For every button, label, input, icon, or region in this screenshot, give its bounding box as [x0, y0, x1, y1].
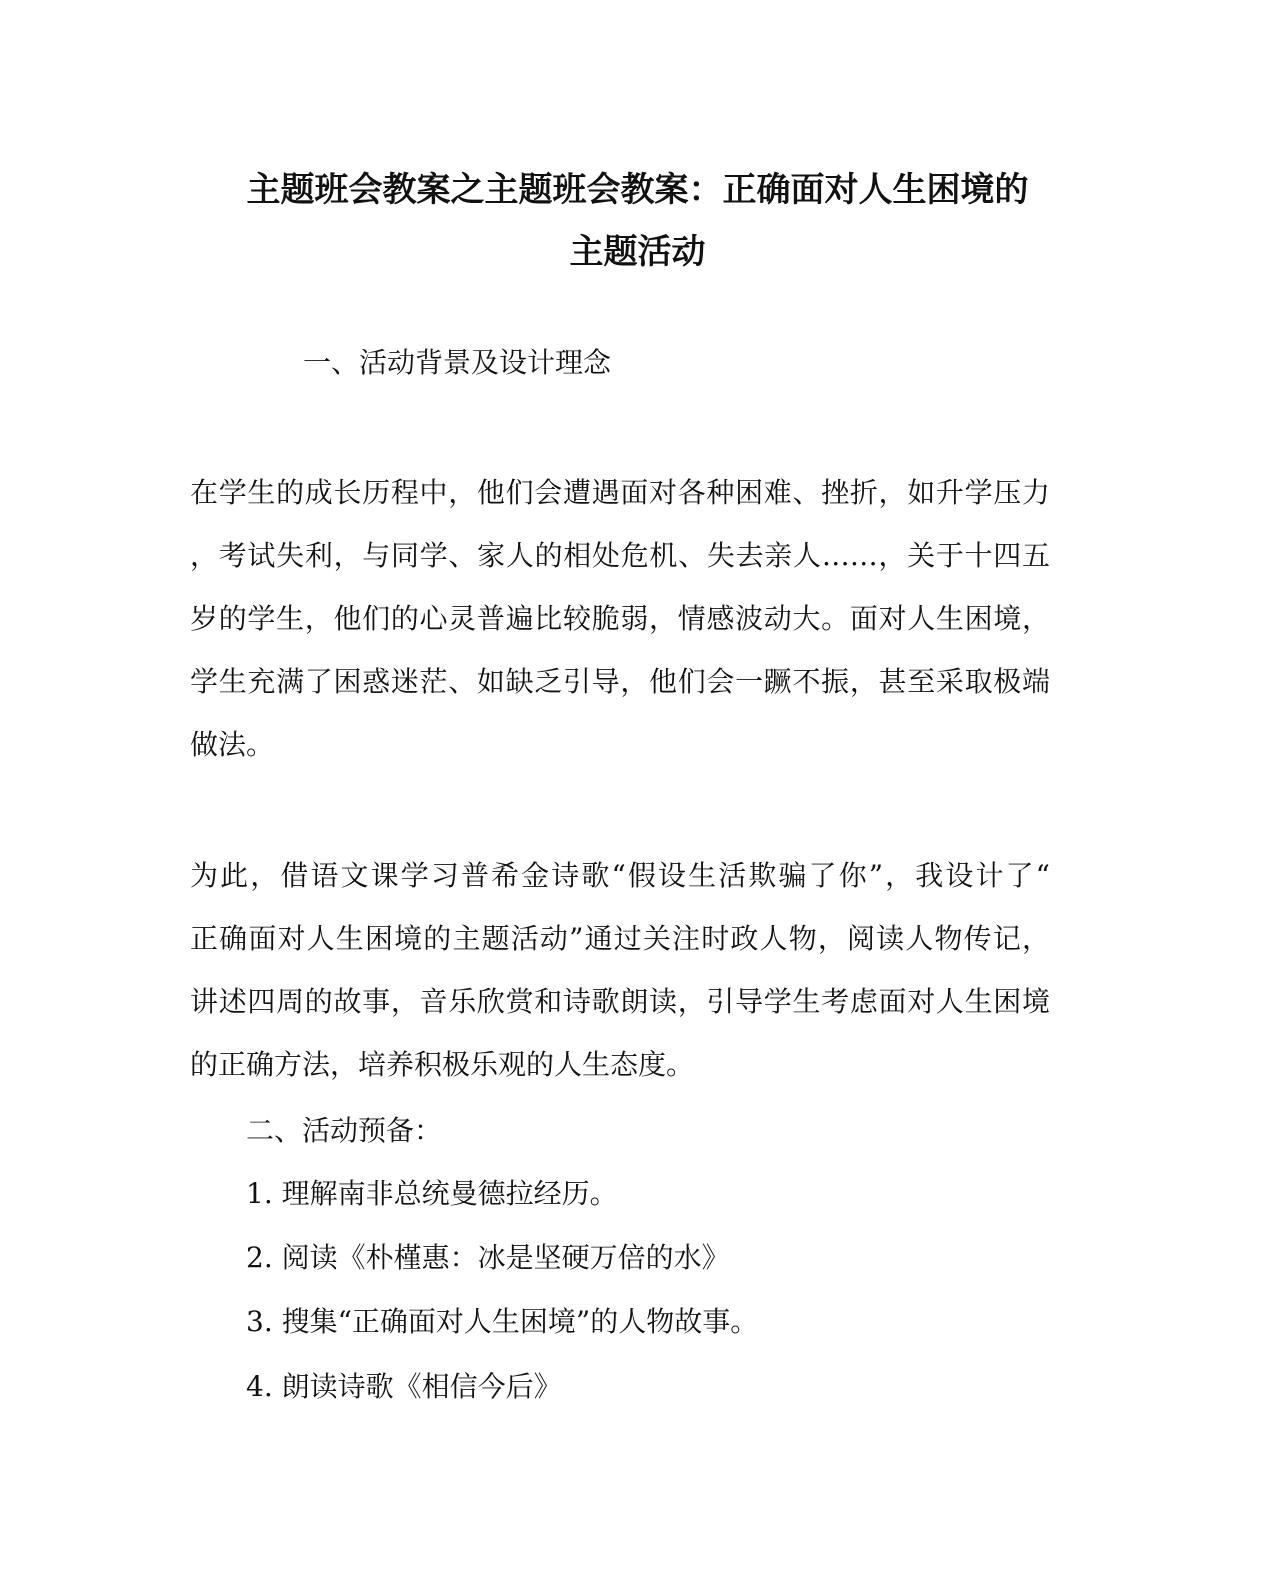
paragraph-line: 正确面对人生困境的主题活动”通过关注时政人物，阅读人物传记，	[190, 922, 1050, 955]
document-title-line-2: 主题活动	[569, 232, 706, 272]
paragraph-line: 岁的学生，他们的心灵普遍比较脆弱，情感波动大。面对人生困境，	[190, 602, 1050, 635]
list-item: 4. 朗读诗歌《相信今后》	[246, 1370, 562, 1403]
paragraph-line: ，考试失利，与同学、家人的相处危机、失去亲人……，关于十四五	[190, 539, 1050, 572]
paragraph-line: 为此，借语文课学习普希金诗歌“假设生活欺骗了你”，我设计了“	[190, 859, 1050, 892]
document-title-line-1: 主题班会教案之主题班会教案：正确面对人生困境的	[246, 170, 1029, 210]
paragraph-line: 做法。	[190, 728, 275, 761]
section-heading-background: 一、活动背景及设计理念	[303, 346, 612, 379]
section-heading-preparation: 二、活动预备：	[246, 1114, 443, 1147]
paragraph-line: 讲述四周的故事，音乐欣赏和诗歌朗读，引导学生考虑面对人生困境	[190, 985, 1050, 1018]
list-item: 1. 理解南非总统曼德拉经历。	[246, 1177, 618, 1210]
list-item: 3. 搜集“正确面对人生困境”的人物故事。	[246, 1305, 759, 1338]
paragraph-line: 的正确方法，培养积极乐观的人生态度。	[190, 1048, 695, 1081]
paragraph-line: 学生充满了困惑迷茫、如缺乏引导，他们会一蹶不振，甚至采取极端	[190, 665, 1050, 698]
list-item: 2. 阅读《朴槿惠：冰是坚硬万倍的水》	[246, 1241, 730, 1274]
paragraph-line: 在学生的成长历程中，他们会遭遇面对各种困难、挫折，如升学压力	[190, 476, 1050, 509]
